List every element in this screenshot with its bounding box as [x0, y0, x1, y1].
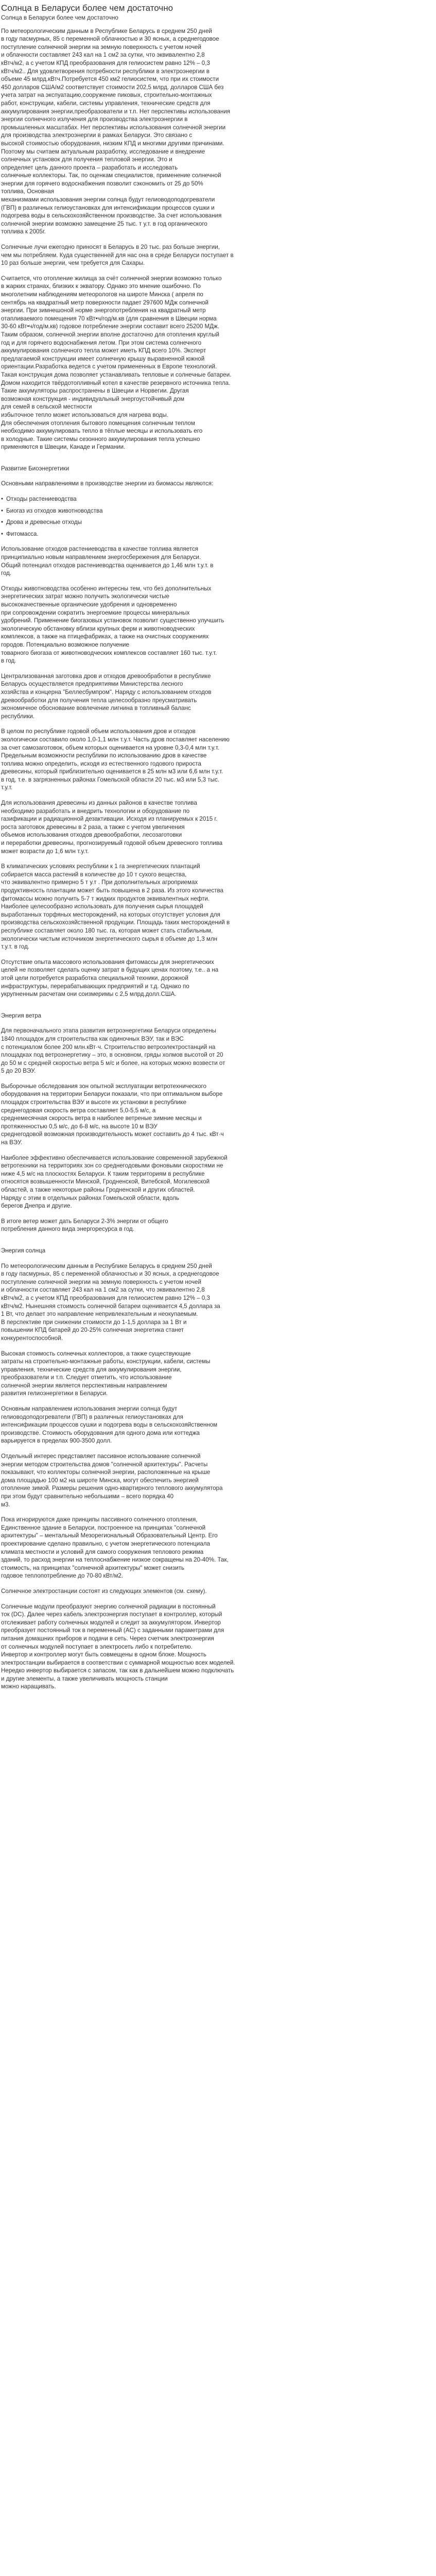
section-heading-bioenergy: Развитие Биоэнергетики [1, 465, 69, 472]
solar-heaters-paragraph: Основным направлением использования энергии солнца будут гелиоводоподогреватели (ГВП) в различных гелиоустановках для интенсификации процессов сушки и подогрева воды в сельскохозяйственном производстве. Стоимость оборудования для одного дома или коттеджа варьируется в пределах 900-3500 долл. [1, 1405, 218, 1445]
solar-cost-paragraph: Высокая стоимость солнечных коллекторов, а также существующие затраты на строительно-монтажные работы, конструкции, кабели, системы управления, технические средств для аккумулирования энергии, преобразователи и т.п. Следует отметить, что использование солнечной энергии является перспективным направлением развития гелиоэнергетики в Беларуси. [1, 1350, 211, 1397]
energy-plantations-paragraph: В климатических условиях республики к 1 га энергетических плантаций собирается масса растений в количестве до 10 т сухого вещества, что эквивалентно примерно 5 т у.т . При дополнительных агроприемах продуктивность плантации может быть повышена в 2 раза. Из этого количества фитомассы можно получить 5-7 т жидких продуктов эквивалентных нефти. Наиболее целесообразно использовать для получения сырья площадей выработанных торфяных месторождений, на которых отсутствует условия для производства сельскохозяйственной продукции. Площадь таких месторождений в республике составляет около 180 тыс. га, которая может стать стабильным, экологически чистым источником энергетического сырья в объеме до 1,3 млн т.у.т. в год. [1, 863, 230, 951]
wood-volume-paragraph: В целом по республике годовой объем использования дров и отходов экологически составило около 1,0-1,1 млн т.у.т. Часть дров поставляет населению за счет самозаготовок, объем которых оценивается на уровне 0,3-0,4 млн т.у.т. Предельным возможности республики по использованию дров в качестве топлива можно определить, исходя из естественного годового прироста древесины, который приблизительно оценивается в 25 млн м3 или 6,6 млн т.у.т. в год, т.е. в загрязненных районах Гомельской области 20 тыс. м3 или 5,3 тыс. т.у.т. [1, 728, 230, 791]
phytomass-cost-paragraph: Отсутствие опыта массового использования фитомассы для энергетических целей не позволяет сделать оценку затрат в будущих ценах поэтому, т.е.. а на этой цели потребуется разработка специальной техники, дорожной инфраструктуры, перерабатывающих предприятий и т.д. Однако по укрупненным расчетам они соизмеримы с 2,5 млрд.долл.США. [1, 958, 219, 998]
list-item: • Отходы растениеводства [1, 496, 77, 503]
wind-survey-paragraph: Выборочные обследования зон опытной эксплуатации ветротехнического оборудования на территории Беларуси показали, что при оптимальном выборе площадок строительства ВЭУ и высоте их установки в республике среднегодовая скорость ветра составляет 5,0-5,5 м/с, а среднемесячная скорость ветра в наиболее ветреные зимние месяцы и протяженностью 0,5 м/с, до 6-8 м/с, на высоте 10 м ВЭУ среднегодовой возможная производительность может составить до 4 тыс. кВт·ч на ВЭУ. [1, 1082, 224, 1146]
bullet-icon: • [1, 519, 4, 526]
biomass-list [1, 495, 431, 538]
wind-territories-paragraph: Наиболее эффективно обеспечивается использование современной зарубежной ветротехники на территориях зон со среднегодовыми фоновыми скоростями не ниже 4,5 м/с на плоскостях Беларуси. К таким территориям в республике относятся возвышенности Минской, Гродненской, Витебской, Могилевской областей, а также некоторые районы Гродненской и других областей. Наряду с этим в отдельных районах Гомельской области, вдоль берегов Днепра и другие. [1, 1154, 228, 1210]
list-item: • Фитомасса. [1, 530, 39, 537]
intro-paragraph: По метеорологическим данным в Республике Беларусь в среднем 250 дней в году пасмурных, 85 с переменной облачностью и 30 ясных, а среднегодовое поступление солнечной энергии на земную поверхность с учетом ночей и облачности составляет 243 кал на 1 см2 за сутки, что эквивалентно 2,8 кВтч/м2, а с учетом КПД преобразования для гелиосистем равно 12% – 0,3 кВтч/м2.. Для удовлетворения потребности республики в электроэнергии в объеме 45 млрд.кВтч.Потребуется 450 км2 гелиосистем, что при их стоимости 450 долларов США/м2 соответствует стоимости 202,5 млрд. долларов США без учета затрат на экспуатацию,сооружение пиковых, строительно-монтажных работ, конструкции, кабели, системы управления, технические средств для аккумулирования энергии,преобразователи и т.п. Нет перспективы использования энергии солнечного излучения для производства электроэнергии в промышленных масштабах. Нет перспективы использования солнечной энергии для производства электроэнергии в рамках Беларуси. Это связано с высокой стоимостью оборудования, низким КПД и многими другими причинами. Поэтому мы считаем актуальным разработку, исследование и внедрение солнечных установок для получения тепловой энергии. Это и определяет цель данного проекта – разработать и исследовать солнечные коллекторы. Так, по оценкам специалистов, применение солнечной энергии для горячего водоснабжения позволит сэкономить от 25 до 50% топлива, Основная механизмами использования энергии солнца будут гелиоводоподогреватели (ГВП) в различных гелиоустановках для интенсификации процессов сушки и подогрева воды в сельскохозяйственном производстве. За счет использования солнечной энергии возможно замещение 25 тыс. т у.т. в год органического топлива к 2005г. [1, 27, 231, 235]
passive-heating-paragraph: Пока игнорируются даже принципы пассивного солнечного отопления, Единственное здание в Беларуси, построенное на принципах "солнечной архитектуры" – ментальный Мезорегиональный Образовательный Центр. Его проектирование сделано правильно, с учетом энергетического потенциала климата местности и условий для самого сооружения теплового режима зданий, то расход энергии на теплоснабжение низкое сокращены на 20-40%. Так, стоимость, на принципах "солнечной архитектуры" может снизить годовое теплопотребление до 70-80 кВт/м2. [1, 1516, 229, 1580]
solar-station-intro-paragraph: Солнечное электростанции состоят из следующих элементов (см. схему). [1, 1587, 207, 1595]
section-heading-wind: Энергия ветра [1, 1012, 42, 1019]
list-item: • Дрова и древесные отходы [1, 519, 82, 526]
solar-station-components-paragraph: Солнечные модули преобразуют энергию солнечной радиации в постоянный ток (DC). Далее через кабель электроэнергия поступает в контроллер, который отслеживает работу солнечных модулей и следит за аккумулятором. Инвертор преобразует постоянный ток в переменный (AC) с заданными параметрами для питания домашних приборов и подачи в сеть. Через счетчик электроэнергия от солнечных модулей поступает в электросеть либо к потребителю. Инвертор и контроллер могут быть совмещены в одном блоке. Мощность электростанции выбирается в соответствии с суммарной мощностью всех моделей. Нередко инвертор выбирается с запасом, так как в дальнейшем можно подключать и другие элементы, а также увеличивать мощность станции можно наращивать. [1, 1603, 235, 1690]
list-item: • Биогаз из отходов животноводства [1, 507, 103, 514]
bio-intro-paragraph: Основными направлениями в производстве энергии из биомассы являются: [1, 480, 214, 487]
wind-sites-paragraph: Для первоначального этапа развития ветроэнергетики Беларуси определены 1840 площадок для строительства как одиночных ВЭУ, так и ВЭС с потенциалом более 200 млн.кВт·ч. Строительство ветроэлектростанций на площадках под ветроэнергетику – это, в основном, гряды холмов высотой от 20 до 50 м с средней скоростью ветра 5 м/с и более, на которых можно возвести от 5 до 20 ВЭУ. [1, 1027, 225, 1075]
heating-paragraph: Считается, что отопление жилища за счёт солнечной энергии возможно только в жарких странах, близких к экватору. Однако это мнение ошибочно. По многолетним наблюдениям метеорологов на широте Минска ( апреля по сентябрь на квадратный метр поверхности падает 297600 МДж солнечной энергии. При зимнешоной норме энергопотребления на квадратный метр отапливаемого помещения 70 кВт•ч/год/м.кв (для сравнения в Швеции норма 30-60 кВт•ч/год/м.кв) годовое потребление энергии составит всего 25200 МДж. Таким образом, солнечной энергии вполне достаточно для отопления круглый год и для горячего водоснабжения летом. При этом система солнечного аккумулирования солнечного тепла может иметь КПД всего 10%. Эксперт предлагаемой конструкции имеет солнечную крышу выравненной южной ориентации.Разработка ведется с учетом примененных в Европе технологий. Такая конструкция дома позволяет устанавливать тепловые и солнечные батареи. Домом находится твёрдотопливный котел в качестве резервного источника тепла. Такие аккумуляторы распространены в Швеции и Норвегии. Другая возможная конструкция - индивидуальный энергоустойчивый дом для семей в сельской местности избыточное тепло может использоваться для нагрева воды. Для обеспечения отопления бытового помещения солнечным теплом необходимо аккумулировать тепло в тёплые месяцы и использовать его в холодные. Такие системы сезонного аккумулирования тепла успешно применяются в Швеции, Канаде и Германии. [1, 275, 232, 451]
bullet-icon: • [1, 530, 4, 537]
crop-waste-paragraph: Использование отходов растениеводства в качестве топлива является принципиально новым направлением энергосбережения для Беларуси. Общий потенциал отходов растениеводства оценивается до 1,46 млн т.у.т. в год. [1, 546, 214, 577]
wood-harvest-paragraph: Централизованная заготовка дров и отходов древообработки в республике Беларусь осуществляется предприятиями Министерства лесного хозяйства и концерна "Беллесбумпром". Наряду с использованием отходов древообработки для получения тепла целесообразно преусматривать экономичное обоснование вовлечение лигнина в топливный баланс республики. [1, 672, 212, 720]
page-title: Солнца в Беларуси более чем достаточно [1, 3, 173, 13]
solar-architecture-paragraph: Отдельный интерес представляет пассивное использование солнечной энергии методом строительства домов "солнечной архитектуры". Расчеты показывают, что коллекторы солнечной энергии, расположенные на крыше дома площадью 100 м2 на широте Минска, могут обеспечить энергией отопление зимой. Размеры решения одно-квартирного теплового аккумулятора при этом будут сравнительно небольшими – всего порядка 40 м3. [1, 1453, 223, 1508]
solar-meteo-paragraph: По метеорологическим данным в Республике Беларусь в среднем 250 дней в году пасмурных, 85 с переменной облачностью и 30 ясных, а среднегодовое поступление солнечной энергии на земную поверхность с учетом ночей и облачности составляет 243 кал на 1 см2 за сутки, что эквивалентно 2,8 кВтч/м2, а с учетом КПД преобразования для гелиосистем равно 12% – 0,3 кВтч/м2. Нынешняя стоимость солнечной батареи оценивается 4,5 доллара за 1 Вт, что делает это направление непривлекательным и неокупаемым. В перспективе при снижении стоимости до 1-1,5 доллара за 1 Вт и повышении КПД батарей до 20-25% солнечная энергетика станет конкурентоспособной. [1, 1262, 220, 1342]
page-subtitle: Солнца в Беларуси более чем достаточно [1, 14, 118, 21]
sun-rays-paragraph: Солнечные лучи ежегодно приносят в Беларусь в 20 тыс. раз больше энергии, чем мы потребляем. Куда существенней для нас она в среде Беларуси поступает в 10 раз больше энергии, чем требуется для Сахары. [1, 244, 234, 267]
wood-contaminated-paragraph: Для использования древесины из данных районов в качестве топлива необходимо разработать и внедрить технологии и оборудование по газификации и радиационной дезактивации. Исходя из планируемых к 2015 г. роста заготовок древесины в 2 раза, а также с учетом увеличения объемов использования отходов древообработки, лесозаготовки и переработки древесины, прогнозируемый годовой объем древесного топлива может возрасти до 1,6 млн т.у.т. [1, 800, 223, 855]
livestock-waste-paragraph: Отходы животноводства особенно интересны тем, что без дополнительных энергетических затрат можно получить экологически чистые высококачественные органические удобрения и одновременно при сопровождении сократить энергоемкие процессы минеральных удобрений. Применение биогазовых установок позволит существенно улучшить экологическую обстановку вблизи крупных ферм и животноводческих комплексов, а также на птицефабриках, а также на очистных сооружениях городов. Потенциально возможное получение товарного биогаза от животноводческих комплексов составляет 160 тыс. т.у.т. в год. [1, 585, 224, 665]
bullet-icon: • [1, 507, 4, 514]
wind-summary-paragraph: В итоге ветер может дать Беларуси 2-3% энергии от общего потребления данного вида энергоресурса в год. [1, 1217, 168, 1233]
section-heading-solar: Энергия солнца [1, 1247, 46, 1254]
bullet-icon: • [1, 496, 4, 503]
